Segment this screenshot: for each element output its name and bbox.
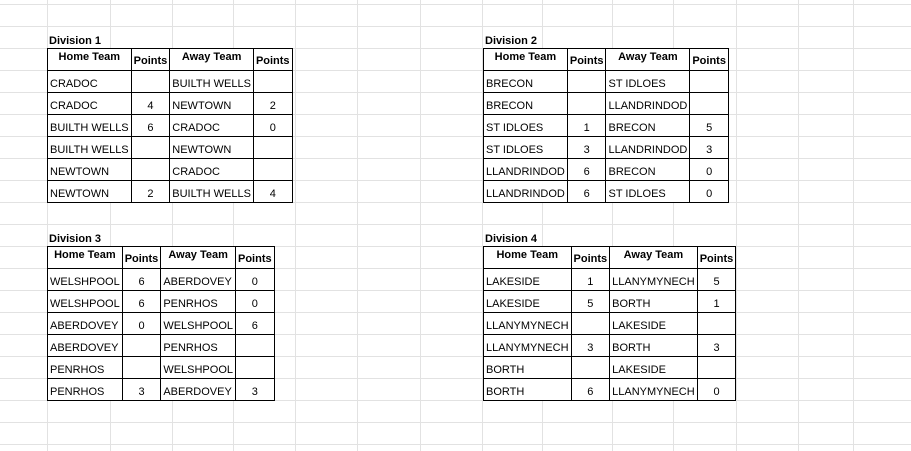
away-points-cell[interactable]: 2 [253, 93, 292, 115]
header-row [484, 247, 736, 269]
away-points-cell[interactable] [690, 93, 729, 115]
home-points-cell[interactable]: 5 [571, 291, 610, 313]
results-table [47, 246, 275, 401]
home-points-cell[interactable]: 6 [567, 159, 606, 181]
home-team-header[interactable]: Home Team [484, 49, 568, 71]
table-row [484, 269, 736, 291]
home-team-cell[interactable]: LLANYMYNECH [484, 335, 572, 357]
home-team-cell[interactable]: LLANDRINDOD [484, 181, 568, 203]
away-points-cell[interactable]: 0 [690, 159, 729, 181]
away-team-cell[interactable]: PENRHOS [161, 335, 236, 357]
away-points-cell[interactable]: 1 [697, 291, 736, 313]
away-points-cell[interactable]: 3 [236, 379, 275, 401]
table-row [48, 71, 293, 93]
home-points-header[interactable]: Points [122, 247, 161, 269]
table-row [48, 379, 275, 401]
home-team-cell[interactable]: LLANYMYNECH [484, 313, 572, 335]
home-points-cell[interactable]: 6 [571, 379, 610, 401]
home-points-cell[interactable] [131, 159, 170, 181]
away-team-cell[interactable]: LLANYMYNECH [610, 269, 698, 291]
away-team-cell[interactable]: WELSHPOOL [161, 313, 236, 335]
away-points-cell[interactable] [697, 357, 736, 379]
home-team-header[interactable]: Home Team [48, 247, 123, 269]
away-team-header[interactable]: Away Team [161, 247, 236, 269]
table-row [48, 269, 275, 291]
away-points-cell[interactable]: 3 [697, 335, 736, 357]
away-points-cell[interactable]: 4 [253, 181, 292, 203]
home-team-cell[interactable]: LLANDRINDOD [484, 159, 568, 181]
away-team-header[interactable]: Away Team [170, 49, 254, 71]
home-team-cell[interactable]: WELSHPOOL [48, 291, 123, 313]
away-points-cell[interactable] [697, 313, 736, 335]
home-team-cell[interactable]: BUILTH WELLS [48, 137, 132, 159]
home-team-cell[interactable]: ST IDLOES [484, 115, 568, 137]
away-points-cell[interactable]: 0 [236, 291, 275, 313]
away-points-cell[interactable] [253, 159, 292, 181]
home-points-cell[interactable]: 3 [571, 335, 610, 357]
away-team-cell[interactable]: ST IDLOES [606, 181, 690, 203]
home-team-cell[interactable]: LAKESIDE [484, 269, 572, 291]
home-points-cell[interactable] [567, 71, 606, 93]
home-team-cell[interactable]: BORTH [484, 379, 572, 401]
table-row [48, 115, 293, 137]
home-points-cell[interactable]: 0 [122, 313, 161, 335]
away-points-cell[interactable]: 6 [236, 313, 275, 335]
away-team-cell[interactable]: CRADOC [170, 159, 254, 181]
away-team-cell[interactable]: ST IDLOES [606, 71, 690, 93]
away-points-cell[interactable]: 0 [253, 115, 292, 137]
away-points-cell[interactable]: 5 [690, 115, 729, 137]
away-points-cell[interactable]: 5 [697, 269, 736, 291]
home-points-cell[interactable] [131, 137, 170, 159]
home-team-cell[interactable]: NEWTOWN [48, 159, 132, 181]
home-points-cell[interactable]: 3 [122, 379, 161, 401]
table-row [484, 159, 729, 181]
home-team-cell[interactable]: BORTH [484, 357, 572, 379]
home-points-cell[interactable] [122, 335, 161, 357]
home-team-cell[interactable]: LAKESIDE [484, 291, 572, 313]
away-points-header[interactable]: Points [253, 49, 292, 71]
home-team-cell[interactable]: BRECON [484, 71, 568, 93]
table-row [484, 313, 736, 335]
table-row [48, 93, 293, 115]
away-points-cell[interactable] [236, 335, 275, 357]
away-team-cell[interactable]: LLANYMYNECH [610, 379, 698, 401]
away-team-cell[interactable]: LLANDRINDOD [606, 93, 690, 115]
home-team-cell[interactable]: NEWTOWN [48, 181, 132, 203]
home-points-header[interactable]: Points [567, 49, 606, 71]
home-points-cell[interactable] [131, 71, 170, 93]
away-team-cell[interactable]: ABERDOVEY [161, 269, 236, 291]
away-points-cell[interactable] [253, 137, 292, 159]
away-points-header[interactable]: Points [697, 247, 736, 269]
table-row [484, 71, 729, 93]
away-points-cell[interactable]: 3 [690, 137, 729, 159]
away-points-cell[interactable] [690, 71, 729, 93]
home-team-cell[interactable]: CRADOC [48, 71, 132, 93]
table-row [484, 181, 729, 203]
table-row [484, 379, 736, 401]
home-team-cell[interactable]: ABERDOVEY [48, 313, 123, 335]
away-team-cell[interactable]: BORTH [610, 291, 698, 313]
home-points-cell[interactable]: 3 [567, 137, 606, 159]
division-title: Division 2 [485, 35, 537, 47]
table-row [484, 335, 736, 357]
away-team-cell[interactable]: ABERDOVEY [161, 379, 236, 401]
table-row [484, 115, 729, 137]
away-team-cell[interactable]: LAKESIDE [610, 357, 698, 379]
header-row [48, 247, 275, 269]
away-team-cell[interactable]: PENRHOS [161, 291, 236, 313]
away-team-cell[interactable]: BORTH [610, 335, 698, 357]
home-team-cell[interactable]: CRADOC [48, 93, 132, 115]
table-row [484, 93, 729, 115]
home-points-header[interactable]: Points [571, 247, 610, 269]
home-points-cell[interactable] [567, 93, 606, 115]
header-row [484, 49, 729, 71]
away-points-cell[interactable] [253, 71, 292, 93]
away-team-cell[interactable]: CRADOC [170, 115, 254, 137]
home-team-cell[interactable]: PENRHOS [48, 379, 123, 401]
header-row [48, 49, 293, 71]
table-row [484, 291, 736, 313]
results-table [47, 48, 293, 203]
table-row [484, 357, 736, 379]
division-title: Division 4 [485, 233, 537, 245]
home-points-cell[interactable]: 6 [131, 115, 170, 137]
away-team-cell[interactable]: NEWTOWN [170, 137, 254, 159]
home-team-cell[interactable]: WELSHPOOL [48, 269, 123, 291]
home-points-cell[interactable]: 2 [131, 181, 170, 203]
home-points-cell[interactable]: 1 [567, 115, 606, 137]
away-team-cell[interactable]: WELSHPOOL [161, 357, 236, 379]
away-team-cell[interactable]: BUILTH WELLS [170, 181, 254, 203]
away-points-header[interactable]: Points [236, 247, 275, 269]
home-points-cell[interactable]: 6 [122, 291, 161, 313]
away-team-header[interactable]: Away Team [610, 247, 698, 269]
table-row [48, 335, 275, 357]
division-title: Division 3 [49, 233, 101, 245]
home-points-cell[interactable] [571, 313, 610, 335]
home-points-cell[interactable]: 6 [122, 269, 161, 291]
home-points-cell[interactable]: 6 [567, 181, 606, 203]
home-team-cell[interactable]: PENRHOS [48, 357, 123, 379]
home-team-cell[interactable]: ABERDOVEY [48, 335, 123, 357]
away-points-cell[interactable] [236, 357, 275, 379]
table-row [48, 357, 275, 379]
away-points-header[interactable]: Points [690, 49, 729, 71]
division-title: Division 1 [49, 35, 101, 47]
away-team-cell[interactable]: BRECON [606, 159, 690, 181]
home-team-cell[interactable]: BRECON [484, 93, 568, 115]
away-team-header[interactable]: Away Team [606, 49, 690, 71]
table-row [48, 137, 293, 159]
table-row [484, 137, 729, 159]
table-row [48, 313, 275, 335]
home-points-cell[interactable] [122, 357, 161, 379]
away-team-cell[interactable]: NEWTOWN [170, 93, 254, 115]
table-row [48, 181, 293, 203]
home-team-cell[interactable]: ST IDLOES [484, 137, 568, 159]
results-table [483, 48, 729, 203]
home-team-header[interactable]: Home Team [484, 247, 572, 269]
away-team-cell[interactable]: BRECON [606, 115, 690, 137]
home-points-cell[interactable]: 4 [131, 93, 170, 115]
table-row [48, 159, 293, 181]
away-team-cell[interactable]: LLANDRINDOD [606, 137, 690, 159]
away-team-cell[interactable]: BUILTH WELLS [170, 71, 254, 93]
home-points-cell[interactable]: 1 [571, 269, 610, 291]
away-points-cell[interactable]: 0 [236, 269, 275, 291]
home-points-cell[interactable] [571, 357, 610, 379]
away-points-cell[interactable]: 0 [690, 181, 729, 203]
away-points-cell[interactable]: 0 [697, 379, 736, 401]
table-row [48, 291, 275, 313]
home-team-header[interactable]: Home Team [48, 49, 132, 71]
home-team-cell[interactable]: BUILTH WELLS [48, 115, 132, 137]
results-table [483, 246, 736, 401]
home-points-header[interactable]: Points [131, 49, 170, 71]
away-team-cell[interactable]: LAKESIDE [610, 313, 698, 335]
